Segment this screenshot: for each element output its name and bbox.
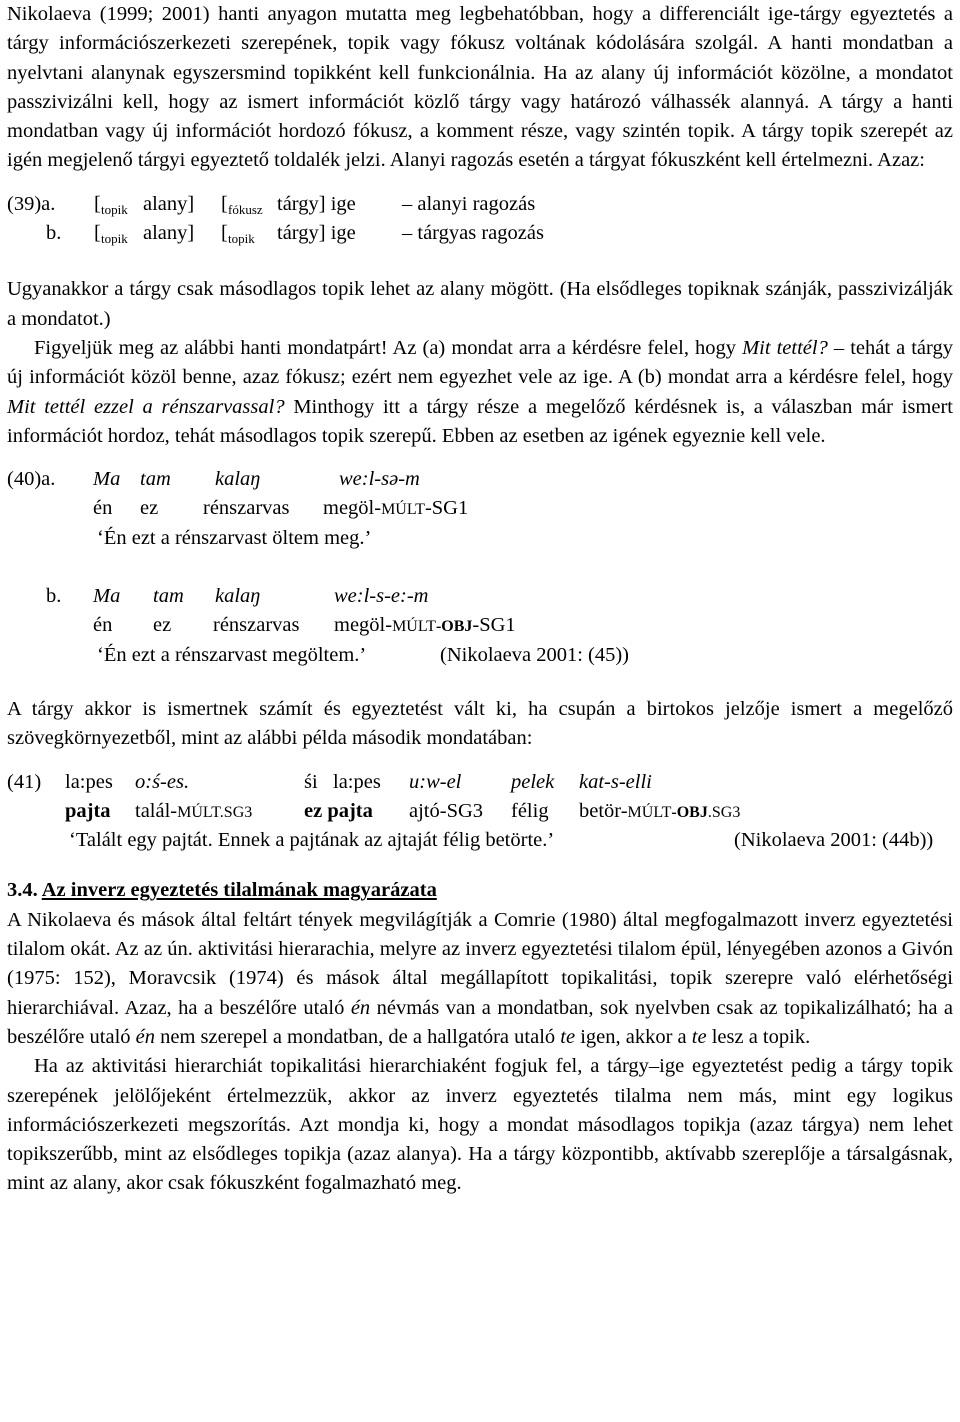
gloss-verb: megöl-MÚLT-OBJ-SG1 [334, 614, 516, 637]
object-verb: tárgy] ige [277, 192, 356, 215]
gloss: én [93, 497, 113, 520]
gloss-verb: talál-MÚLT.SG3 [135, 799, 253, 822]
word: Ma [93, 468, 121, 491]
translation: ‘Én ezt a rénszarvast öltem meg.’ [97, 526, 372, 549]
document-page [7, 0, 953, 1199]
focus-subscript: fókusz [228, 201, 263, 217]
paragraph-sentence-pair: Figyeljük meg az alábbi hanti mondatpárt! Az (a) mondat arra a kérdésre felel, hogy Mit tettél? – tehát a tárgy új információt közöl benne, azaz fókusz; ezért nem egyezhet vele az ige. A (b) mondat arra a kérdésre felel, hogy Mit tettél ezzel a rénszarvassal? Minthogy itt a tárgy része a megelőző kérdésnek is, a válaszban már ismert információt hordoz, tehát másodlagos topik szerepű. Ebben az esetben az igének egyeznie kell vele. [7, 336, 953, 447]
word: we:l-s-e:-m [334, 585, 429, 608]
example-40b-gloss [7, 611, 953, 640]
citation: (Nikolaeva 2001: (44b)) [734, 829, 934, 852]
gloss: ez pajta [304, 799, 373, 822]
example-number: (40)a. [7, 468, 56, 491]
example-number: (39)a. [7, 192, 56, 215]
paragraph-secondary-topic: Ugyanakkor a tárgy csak másodlagos topik lehet az alany mögött. (Ha elsődleges topiknak szánják, passzivizálják a mondatot.) [7, 278, 953, 330]
object-verb: tárgy] ige [277, 222, 356, 245]
section-heading: 3.4. Az inverz egyeztetés tilalmának magyarázata [7, 879, 437, 902]
paragraph-nikolaeva-intro: Nikolaeva (1999; 2001) hanti anyagon mutatta meg legbehatóbban, hogy a differenciált ige-tárgy egyeztetés a tárgy információszerkezeti szerepének, topik vagy fókusz voltának kódolására szolgál. A hanti mondatban a nyelvtani alanynak egyszersmind topikként kell funkcionálnia. Ha az alany új információt közölne, a mondatot passzivizálni kell, hogy az ismert információt közlő tárgy vagy határozó válhassék alannyá. A tárgy a hanti mondatban vagy új információt hordozó fókusz, a komment része, vagy szintén topik. A tárgy topik szerepét az igén megjelenő tárgyi egyeztető toldalék jelzi. Alanyi ragozás esetén a tárgyat fókuszként kell értelmezni. Azaz: [7, 3, 953, 172]
subject-word: alany] [143, 222, 195, 245]
word: kalaŋ [215, 468, 261, 491]
citation: (Nikolaeva 2001: (45)) [440, 643, 629, 666]
example-39a [7, 190, 953, 219]
word: kat-s-elli [579, 770, 652, 793]
topic-subscript: topik [101, 231, 128, 247]
paragraph-conclusion: Ha az aktivitási hierarchiát topikalitási hierarchiaként fogjuk fel, a tárgy–ige egyeztetést pedig a tárgy topik szerepének jelölőjeként értelmezzük, akkor az inverz egyeztetés tilalma nem más, mint egy logikus információszerkezeti megszorítás. Azt mondja ki, hogy a mondat másodlagos topikja (azaz tárgya) nem lehet topikszerűbb, mint az elsődleges topikja (azaz alanya). Ha a tárgy központibb, aktívabb szereplője a társalgásnak, mint az alany, akor csak fókuszként fogalmazható meg. [7, 1055, 953, 1195]
example-40a-translation [7, 524, 953, 553]
conjugation-gloss: – alanyi ragozás [402, 192, 536, 215]
subject-word: alany] [143, 192, 195, 215]
example-number: b. [46, 222, 62, 245]
word: pelek [511, 770, 555, 793]
example-41-translation [7, 826, 953, 855]
conjugation-gloss: – tárgyas ragozás [402, 222, 544, 245]
translation: ‘Talált egy pajtát. Ennek a pajtának az ajtaját félig betörte.’ [69, 829, 555, 852]
example-40a-gloss [7, 494, 953, 523]
translation: ‘Én ezt a rénszarvast megöltem.’ [97, 643, 367, 666]
example-39b [7, 219, 953, 248]
paragraph-hierarchy: A Nikolaeva és mások által feltárt tények megvilágítják a Comrie (1980) által megfogalmazott inverz egyeztetési tilalom okát. Az az ún. aktivitási hierarachia, melyre az inverz egyeztetési tilalom épül, lényegében azonos a Givón (1975: 152), Moravcsik (1974) és mások által megállapított topikalitási, topik szerepre való elérhetőségi hierarchiával. Azaz, ha a beszélőre utaló én névmás van a mondatban, sok nyelvben csak az topikalizálható; ha a beszélőre utaló én nem szerepel a mondatban, de a hallgatóra utaló te igen, akkor a te lesz a topik. [7, 908, 953, 1048]
example-number: b. [46, 585, 62, 608]
word: o:ś-es. [135, 770, 190, 793]
gloss-verb: megöl-MÚLT-SG1 [323, 497, 469, 520]
topic-subscript: topik [228, 231, 255, 247]
bracket-open: [ [221, 192, 228, 215]
bracket-open: [ [221, 222, 228, 245]
word: śi [304, 770, 318, 793]
word: tam [140, 468, 171, 491]
word: kalaŋ [215, 585, 261, 608]
gloss: félig [511, 799, 549, 822]
example-40b-words [7, 582, 953, 611]
gloss: pajta [65, 799, 111, 822]
topic-subscript: topik [101, 201, 128, 217]
example-40a-words [7, 465, 953, 494]
gloss: ez [140, 497, 159, 520]
example-number: (41) [7, 770, 42, 793]
word: u:w-el [409, 770, 462, 793]
word: Ma [93, 585, 121, 608]
word: we:l-sə-m [339, 468, 420, 491]
word: tam [153, 585, 184, 608]
bracket-open: [ [94, 222, 101, 245]
gloss: én [93, 614, 113, 637]
word: la:pes [333, 770, 381, 793]
gloss: ez [153, 614, 172, 637]
gloss: ajtó-SG3 [409, 799, 484, 822]
word: la:pes [65, 770, 113, 793]
gloss: rénszarvas [213, 614, 300, 637]
example-40b-translation [7, 641, 953, 670]
example-41-words [7, 768, 953, 797]
example-41-gloss [7, 797, 953, 826]
paragraph-possessor: A tárgy akkor is ismertnek számít és egyeztetést vált ki, ha csupán a birtokos jelzője ismert a megelőző szövegkörnyezetből, mint az alábbi példa második mondatában: [7, 697, 953, 750]
bracket-open: [ [94, 192, 101, 215]
gloss-verb: betör-MÚLT-OBJ.SG3 [579, 799, 741, 822]
gloss: rénszarvas [203, 497, 290, 520]
